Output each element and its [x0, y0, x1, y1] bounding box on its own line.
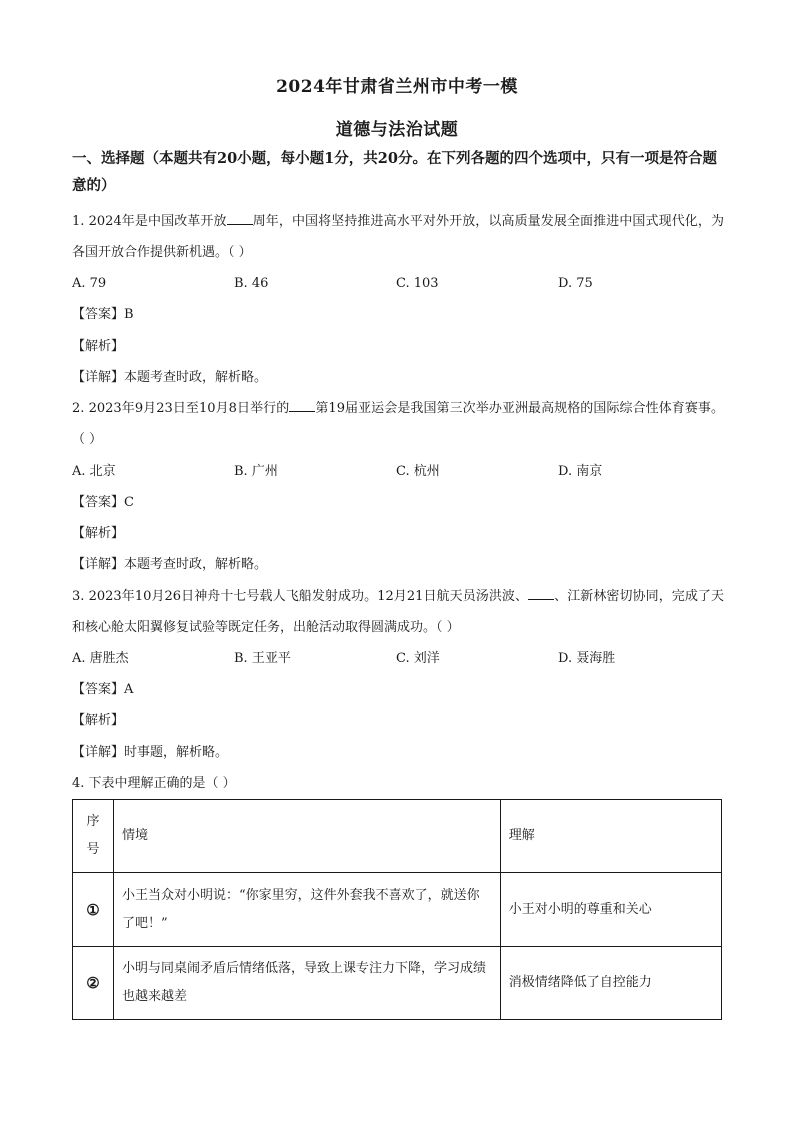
question-3-detail: 【详解】时事题，解析略。 — [72, 745, 229, 760]
question-3-option-d: D. 聂海胜 — [558, 651, 616, 666]
answer-blank — [227, 212, 253, 225]
question-3-option-a: A. 唐胜杰 — [72, 651, 129, 666]
page-title: 2024年甘肃省兰州市中考一模 — [276, 77, 518, 97]
table-header-situation: 情境 — [113, 800, 500, 873]
question-1-analysis: 【解析】 — [72, 339, 125, 354]
page-subtitle: 道德与法治试题 — [335, 120, 459, 140]
row-understanding: 小王对小明的尊重和关心 — [500, 873, 721, 947]
question-3-option-c: C. 刘洋 — [396, 651, 440, 666]
section-heading: 一、选择题（本题共有20小题，每小题1分，共20分。在下列各题的四个选项中，只有一项是符合题意的） — [72, 150, 717, 194]
table-row — [73, 873, 722, 947]
row-understanding: 消极情绪降低了自控能力 — [500, 947, 721, 1020]
question-3-analysis: 【解析】 — [72, 713, 125, 728]
answer-blank — [528, 587, 554, 600]
question-3-stem: 3. 2023年10月26日神舟十七号载人飞船发射成功。12月21日航天员汤洪波、 、江新林密切协同，完成了天和核心舱太阳翼修复试验等既定任务，出舱活动取得圆满成功。（ ） — [72, 589, 724, 635]
question-2-option-c: C. 杭州 — [396, 464, 440, 479]
question-3-answer: 【答案】A — [72, 682, 134, 697]
question-2-option-d: D. 南京 — [558, 464, 603, 479]
question-2-detail: 【详解】本题考查时政，解析略。 — [72, 557, 268, 572]
question-2-option-b: B. 广州 — [234, 464, 278, 479]
question-1-option-d: D. 75 — [558, 276, 593, 291]
question-1-option-b: B. 46 — [234, 276, 269, 291]
question-2-option-a: A. 北京 — [72, 464, 116, 479]
question-3-option-b: B. 王亚平 — [234, 651, 291, 666]
row-number: ② — [73, 947, 114, 1020]
row-situation: 小王当众对小明说：“你家里穷，这件外套我不喜欢了，就送你了吧！” — [113, 873, 500, 947]
row-situation: 小明与同桌闹矛盾后情绪低落，导致上课专注力下降，学习成绩也越来越差 — [113, 947, 500, 1020]
table-header-understanding: 理解 — [500, 800, 721, 873]
table-header-row — [73, 800, 722, 873]
question-1-detail: 【详解】本题考查时政，解析略。 — [72, 370, 268, 385]
question-2-answer: 【答案】C — [72, 495, 134, 510]
question-1-answer: 【答案】B — [72, 307, 134, 322]
question-4-table — [72, 799, 722, 1020]
question-1-option-a: A. 79 — [72, 276, 107, 291]
question-1-option-c: C. 103 — [396, 276, 439, 291]
table-row — [73, 947, 722, 1020]
question-2-analysis: 【解析】 — [72, 526, 125, 541]
table-header-no: 序号 — [73, 800, 114, 873]
question-1-stem: 1. 2024年是中国改革开放 周年，中国将坚持推进高水平对外开放，以高质量发展全面推进中国式现代化，为各国开放合作提供新机遇。（ ） — [72, 214, 724, 260]
question-4-stem: 4. 下表中理解正确的是（ ） — [72, 776, 236, 791]
answer-blank — [289, 399, 315, 412]
row-number: ① — [73, 873, 114, 947]
question-2-stem: 2. 2023年9月23日至10月8日举行的 第19届亚运会是我国第三次举办亚洲最高规格的国际综合性体育赛事。（ ） — [72, 401, 724, 447]
